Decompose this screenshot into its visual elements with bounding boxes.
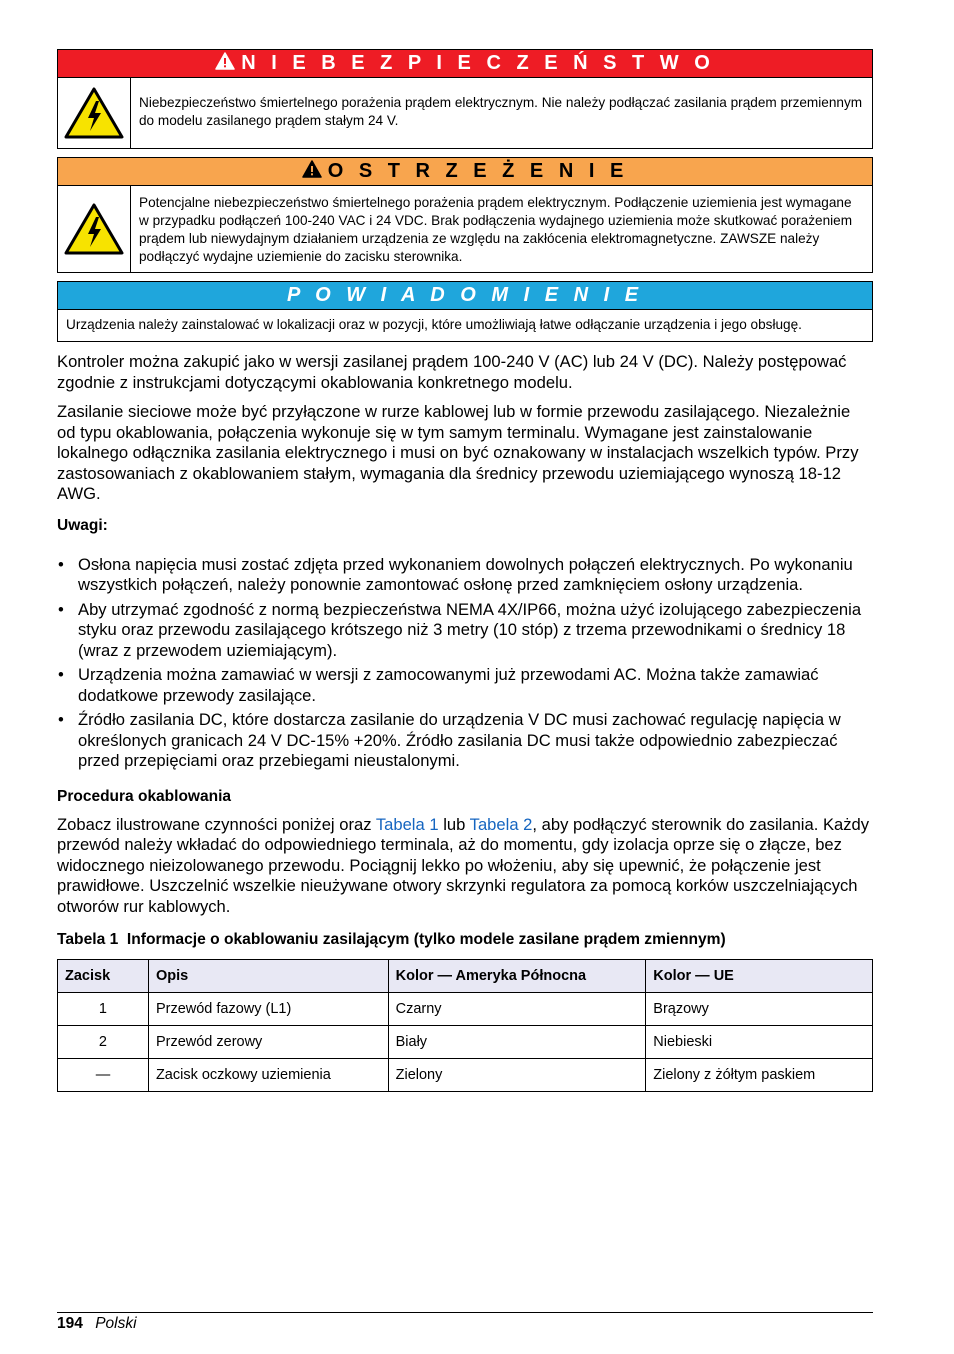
- table-cell: Czarny: [388, 993, 646, 1026]
- table-caption: Tabela 1 Informacje o okablowaniu zasilającym (tylko modele zasilane prądem zmiennym): [57, 931, 726, 948]
- paragraph-1: Kontroler można zakupić jako w wersji zasilanej prądem 100-240 V (AC) lub 24 V (DC). Należy postępować zgodnie z instrukcjami dotyczącymi okablowania konkretnego modelu.: [57, 352, 847, 392]
- column-header: Kolor — Ameryka Północna: [388, 960, 646, 993]
- list-item: • Aby utrzymać zgodność z normą bezpieczeństwa NEMA 4X/IP66, można użyć izolującego zabezpieczenia styku oraz przewodu zasilającego krótszego niż 3 metry (10 stóp) z trzema przewodnikami o średnicy 18 (wraz z przewodem uziemiającym).: [58, 599, 862, 660]
- page-content: [57, 49, 873, 1092]
- link-table-1[interactable]: Tabela 1: [375, 814, 439, 834]
- notes-list: [57, 555, 873, 772]
- table-cell: Zacisk oczkowy uziemienia: [148, 1059, 388, 1092]
- table-cell: Niebieski: [646, 1026, 873, 1059]
- table-cell: Brązowy: [646, 993, 873, 1026]
- notice-title: P O W I A D O M I E N I E: [286, 284, 644, 306]
- list-item: • Urządzenia można zamawiać w wersji z zamocowanymi już przewodami AC. Można także zamawiać dodatkowe przewody zasilające.: [58, 665, 819, 705]
- warning-triangle-icon: [215, 52, 235, 76]
- warning-title: O S T R Z E Ż E N I E: [327, 160, 629, 182]
- table-row: [58, 1059, 873, 1092]
- danger-header: [58, 50, 872, 78]
- warning-text: Potencjalne niebezpieczeństwo śmiertelnego porażenia prądem elektrycznym. Podłączenie uziemienia jest wymagane w przypadku podłączeń 100-240 VAC i 24 VDC. Brak podłączenia wydajnego uziemienia może skutkować porażeniem prądem lub niewydajnym działaniem urządzenia ze względu na zakłócenia elektromagnetyczne. ZAWSZE należy podłączyć wydajne uziemienie do zacisku sterownika.: [139, 195, 853, 264]
- list-item: • Źródło zasilania DC, które dostarcza zasilanie do urządzenia V DC musi zachować regulację napięcia w określonych granicach 24 V DC-15% +20%. Źródło zasilania DC musi także odpowiednio zabezpieczać przed przepięciami oraz przebiegami nieustalonymi.: [58, 710, 841, 770]
- table-cell: Biały: [388, 1026, 646, 1059]
- danger-title: N I E B E Z P I E C Z E Ń S T W O: [241, 52, 715, 74]
- paragraph-2: Zasilanie sieciowe może być przyłączone w rurze kablowej lub w formie przewodu zasilającego. Niezależnie od typu okablowania, połączenia wykonuje się w tym samym terminalu. Wymagane jest zainstalowanie lokalnego odłącznika zasilania elektrycznego i musi on być oznakowany w instalacjach wszelkich typów. Przy zastosowaniach z okablowaniem stałym, wymagania dla średnicy przewodu uziemiającego wynoszą 18-12 AWG.: [57, 402, 859, 503]
- danger-text: Niebezpieczeństwo śmiertelnego porażenia prądem elektrycznym. Nie należy podłączać zasilania prądem przemiennym do modelu zasilanego prądem stałym 24 V.: [139, 95, 863, 128]
- table-cell: —: [58, 1059, 149, 1092]
- column-header: Zacisk: [58, 960, 149, 993]
- notes-heading: Uwagi:: [57, 516, 108, 534]
- warning-box: [57, 157, 873, 273]
- table-cell: Przewód fazowy (L1): [148, 993, 388, 1026]
- footer-language: Polski: [95, 1315, 137, 1332]
- table-cell: Zielony z żółtym paskiem: [646, 1059, 873, 1092]
- warning-triangle-icon: [302, 160, 322, 184]
- link-table-2[interactable]: Tabela 2: [469, 814, 533, 834]
- procedure-text: Zobacz ilustrowane czynności poniżej oraz Tabela 1 lub Tabela 2, aby podłączyć sterownik do zasilania. Każdy przewód należy wkładać do odpowiedniego terminala, aż do momentu, gdy izolacja oprze się o złącze, bez widocznego nieizolowanego przewodu. Pociągnij lekko po włożeniu, aby się upewnić, że połączenie jest prawidłowe. Uszczelnić wszelkie nieużywane otwory skrzynki regulatora za pomocą korków uszczelniających otworów rur kablowych.: [57, 814, 870, 916]
- notice-text: Urządzenia należy zainstalować w lokalizacji oraz w pozycji, które umożliwiają łatwe odłączanie urządzenia i jego obsługę.: [66, 317, 802, 332]
- table-row: [58, 993, 873, 1026]
- notice-box: [57, 281, 873, 342]
- warning-header: [58, 158, 872, 186]
- notice-header: [58, 282, 872, 310]
- column-header: Kolor — UE: [646, 960, 873, 993]
- page-footer: [57, 1312, 873, 1333]
- procedure-heading: Procedura okablowania: [57, 787, 231, 805]
- electrical-hazard-icon: [58, 78, 131, 148]
- danger-box: [57, 49, 873, 149]
- table-cell: 1: [58, 993, 149, 1026]
- list-item: • Osłona napięcia musi zostać zdjęta przed wykonaniem dowolnych połączeń elektrycznych. Po wykonaniu wszystkich połączeń, należy ponownie zamontować osłonę przed zamknięciem osłony urządzenia.: [58, 554, 853, 594]
- page-number: 194: [57, 1315, 83, 1332]
- table-row: [58, 1026, 873, 1059]
- wiring-table: [57, 959, 873, 1092]
- table-cell: Zielony: [388, 1059, 646, 1092]
- table-cell: 2: [58, 1026, 149, 1059]
- table-header-row: [58, 960, 873, 993]
- table-cell: Przewód zerowy: [148, 1026, 388, 1059]
- electrical-hazard-icon: [58, 186, 131, 272]
- column-header: Opis: [148, 960, 388, 993]
